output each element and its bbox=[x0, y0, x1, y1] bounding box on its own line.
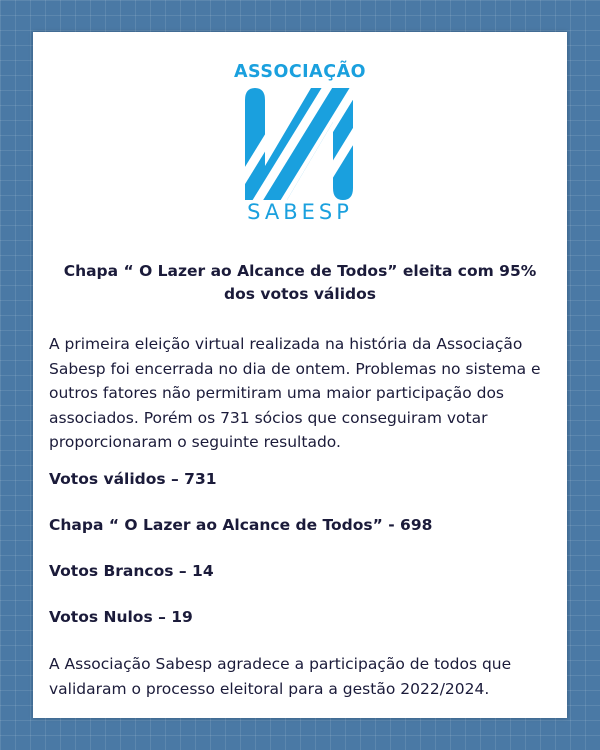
result-valid-votes: Votos válidos – 731 bbox=[49, 470, 217, 488]
logo-stripes-icon bbox=[245, 88, 353, 200]
intro-paragraph: A primeira eleição virtual realizada na história da Associação Sabesp foi encerrada no dia de ontem. Problemas no sistema e outros fatores não permitiram uma maior participação dos associados. Porém os 731 sócios que conseguiram votar proporcionaram o seguinte resultado. bbox=[49, 335, 541, 451]
closing-paragraph: A Associação Sabesp agradece a participação de todos que validaram o processo eleitoral para a gestão 2022/2024. bbox=[49, 655, 512, 698]
logo-bottom-text: SABESP bbox=[247, 200, 353, 224]
result-chapa-votes: Chapa “ O Lazer ao Alcance de Todos” - 698 bbox=[49, 516, 433, 534]
logo-top-text: ASSOCIAÇÃO bbox=[233, 62, 366, 82]
result-blank-votes: Votos Brancos – 14 bbox=[49, 562, 214, 580]
announcement-card bbox=[33, 32, 567, 718]
headline: Chapa “ O Lazer ao Alcance de Todos” eleita com 95% dos votos válidos bbox=[63, 262, 537, 303]
associacao-sabesp-logo bbox=[33, 62, 567, 252]
result-null-votes: Votos Nulos – 19 bbox=[49, 608, 193, 626]
